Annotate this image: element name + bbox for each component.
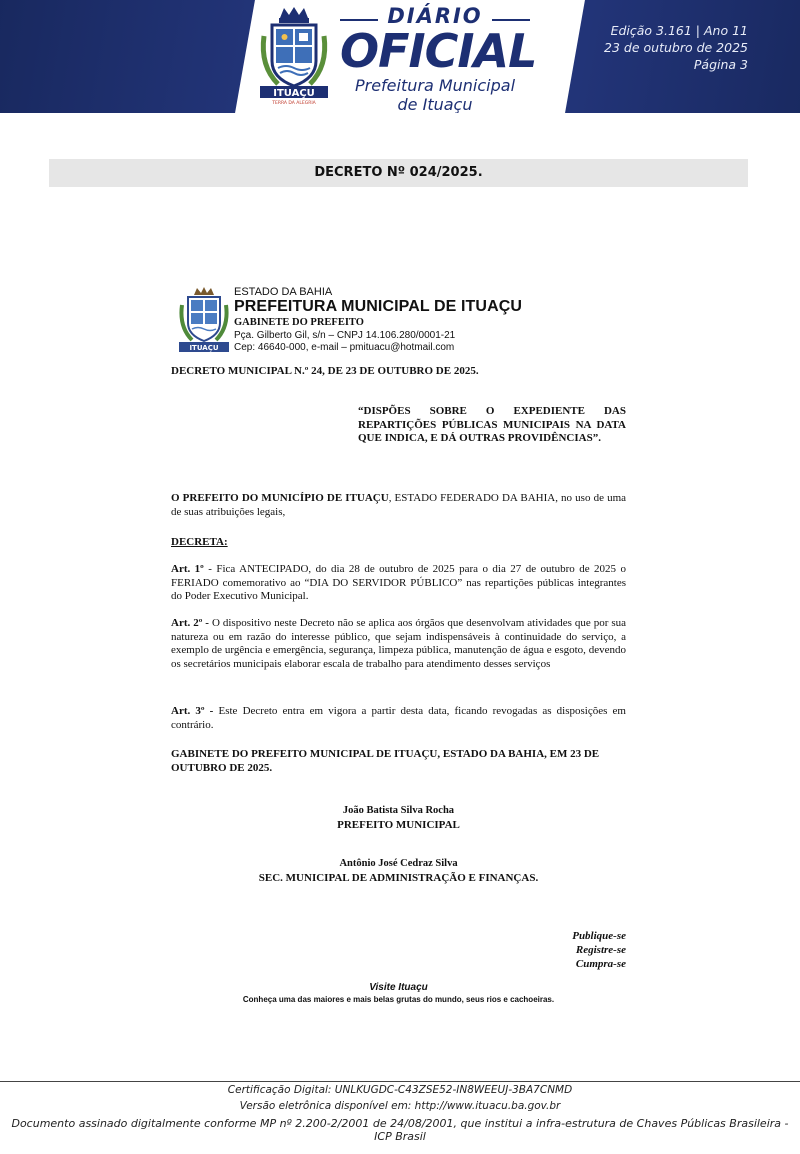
edition-date: 23 de outubro de 2025 (604, 40, 748, 55)
decree-heading: DECRETO MUNICIPAL N.º 24, DE 23 DE OUTUBRO DE 2025. (171, 365, 479, 377)
publique-se: Publique-se (572, 930, 626, 942)
footer-divider (0, 1081, 800, 1082)
decreta-label: DECRETA: (171, 536, 228, 548)
footer-certificacao: Certificação Digital: UNLKUGDC-C43ZSE52-IN8WEEUJ-3BA7CNMD (227, 1084, 573, 1096)
brand-diario: DIÁRIO (387, 4, 483, 28)
article-2-label: Art. 2º - (171, 617, 209, 629)
brand-rule-right (492, 19, 530, 21)
decree-ementa: “DISPÕES SOBRE O EXPEDIENTE DAS REPARTIÇÕES PÚBLICAS MUNICIPAIS NA DATA QUE INDICA, E DÁ OUTRAS PROVIDÊNCIAS”. (358, 405, 626, 444)
edition-number: Edição 3.161 | Ano 11 (610, 23, 748, 38)
decree-preamble (171, 492, 626, 519)
letterhead-contact: Cep: 46640-000, e-mail – pmituacu@hotmail.com (234, 342, 455, 353)
signature-name-secretary: Antônio José Cedraz Silva (339, 858, 458, 869)
cumpra-se: Cumpra-se (575, 958, 626, 970)
svg-text:ITUAÇU: ITUAÇU (189, 344, 219, 352)
signature-role-mayor: PREFEITO MUNICIPAL (337, 819, 460, 831)
visite-ituacu (171, 982, 626, 1005)
brand-prefeitura-line1: Prefeitura Municipal (354, 76, 516, 95)
article-3-label: Art. 3º - (171, 705, 214, 717)
decree-title-bar: DECRETO Nº 024/2025. (49, 159, 748, 187)
brand-rule-left (340, 19, 378, 21)
letterhead-prefeitura: PREFEITURA MUNICIPAL DE ITUAÇU (234, 298, 523, 315)
page-number: Página 3 (693, 57, 748, 72)
brand-prefeitura-line2: de Ituaçu (397, 95, 473, 113)
article-1 (171, 563, 626, 604)
footer-versao-eletronica: Versão eletrônica disponível em: http://www.ituacu.ba.gov.br (239, 1100, 561, 1112)
preamble-bold: O PREFEITO DO MUNICÍPIO DE ITUAÇU (171, 492, 389, 504)
letterhead-estado: ESTADO DA BAHIA (234, 286, 333, 298)
svg-text:ITUAÇU: ITUAÇU (273, 88, 315, 99)
article-1-text: - Fica ANTECIPADO, do dia 28 de outubro de 2025 para o dia 27 de outubro de 2025 o FERIADO comemorativo ao “DIA DO SERVIDOR PÚBLICO” nas repartições públicas integrantes do Poder Executivo Municipal. (171, 563, 626, 602)
signature-name-mayor: João Batista Silva Rocha (342, 805, 455, 816)
edition-info (604, 22, 748, 73)
brand-oficial: OFICIAL (340, 24, 537, 78)
brand-prefeitura (340, 76, 530, 113)
article-2 (171, 617, 626, 671)
header-banner (0, 0, 800, 113)
svg-text:TERRA DA ALEGRIA: TERRA DA ALEGRIA (272, 101, 316, 106)
article-1-label: Art. 1º (171, 563, 204, 575)
diario-oficial-brand (340, 4, 540, 113)
signature-role-secretary: SEC. MUNICIPAL DE ADMINISTRAÇÃO E FINANÇAS. (258, 872, 539, 884)
letterhead-crest-icon (177, 287, 231, 355)
decree-closing: GABINETE DO PREFEITO MUNICIPAL DE ITUAÇU, ESTADO DA BAHIA, EM 23 DE OUTUBRO DE 2025. (171, 748, 600, 774)
footer-assinatura-digital: Documento assinado digitalmente conforme MP nº 2.200-2/2001 de 24/08/2001, que institui a infra-estrutura de Chaves Públicas Brasileira - ICP Brasil (11, 1117, 789, 1143)
registre-se: Registre-se (575, 944, 626, 956)
article-3 (171, 705, 626, 732)
preamble-rest: , ESTADO FEDERADO DA BAHIA, no uso de uma de suas atribuições legais, (171, 492, 627, 518)
article-3-text: Este Decreto entra em vigora a partir desta data, ficando revogadas as disposições em contrário. (171, 705, 626, 731)
visite-text: Conheça uma das maiores e mais belas grutas do mundo, seus rios e cachoeiras. (242, 995, 555, 1004)
letterhead-address: Pça. Gilberto Gil, s/n – CNPJ 14.106.280/0001-21 (234, 330, 456, 341)
visite-title: Visite Ituaçu (369, 982, 428, 993)
letterhead-gabinete: GABINETE DO PREFEITO (234, 317, 364, 328)
article-2-text: O dispositivo neste Decreto não se aplica aos órgãos que desenvolvam atividades que por sua natureza ou em razão do interesse público, que sejam indispensáveis à continuidade do serviço, a exemplo de urgência e emergência, segurança, limpeza pública, manutenção de água e esgoto, devendo os secretários municipais elaborar escala de trabalho para atendimento desses serviços (171, 617, 626, 670)
ituacu-crest-logo (256, 6, 332, 106)
